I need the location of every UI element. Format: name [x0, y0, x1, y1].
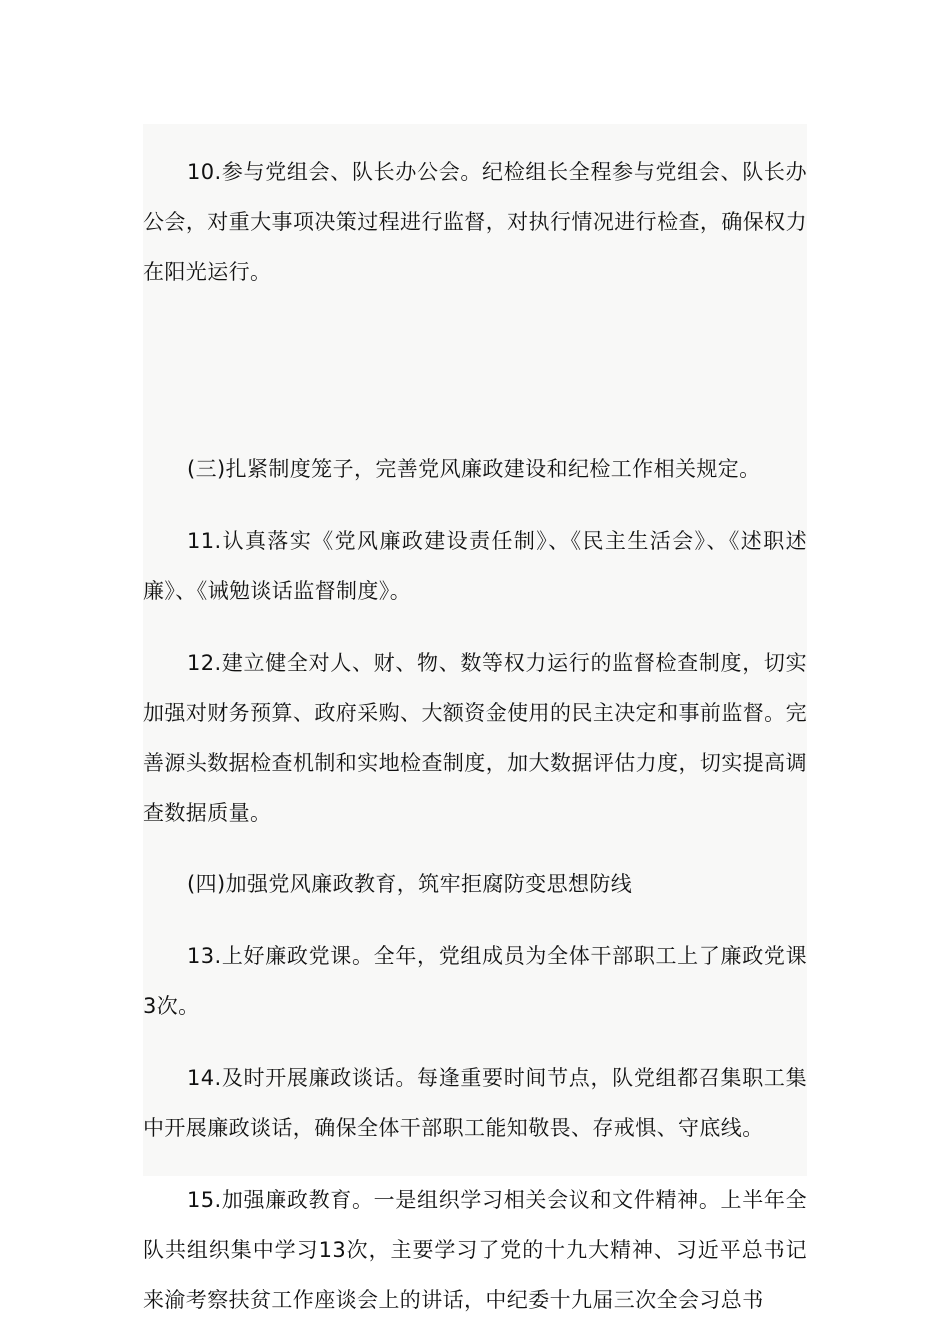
- paragraph-item-15: 15.加强廉政教育。一是组织学习相关会议和文件精神。上半年全队共组织集中学习13次，主要学习了党的十九大精神、习近平总书记来渝考察扶贫工作座谈会上的讲话，中纪委十九届三次全会习总书: [143, 1188, 807, 1312]
- paragraph-item-13: 13.上好廉政党课。全年，党组成员为全体干部职工上了廉政党课3次。: [143, 944, 807, 1018]
- section-heading-3: (三)扎紧制度笼子，完善党风廉政建设和纪检工作相关规定。: [187, 457, 761, 481]
- section-heading-4: (四)加强党风廉政教育，筑牢拒腐防变思想防线: [187, 872, 633, 896]
- document-text-block: [143, 124, 807, 1312]
- paragraph-item-11: 11.认真落实《党风廉政建设责任制》、《民主生活会》、《述职述廉》、《诫勉谈话监督制度》。: [143, 529, 807, 603]
- paragraph-item-14: 14.及时开展廉政谈话。每逢重要时间节点，队党组都召集职工集中开展廉政谈话，确保全体干部职工能知敬畏、存戒惧、守底线。: [143, 1066, 807, 1140]
- paragraph-item-12: 12.建立健全对人、财、物、数等权力运行的监督检查制度，切实加强对财务预算、政府采购、大额资金使用的民主决定和事前监督。完善源头数据检查机制和实地检查制度，加大数据评估力度，切实提高调查数据质量。: [143, 651, 807, 825]
- paragraph-item-10: 10.参与党组会、队长办公会。纪检组长全程参与党组会、队长办公会，对重大事项决策过程进行监督，对执行情况进行检查，确保权力在阳光运行。: [143, 160, 807, 284]
- text-clip-area: [143, 124, 807, 1312]
